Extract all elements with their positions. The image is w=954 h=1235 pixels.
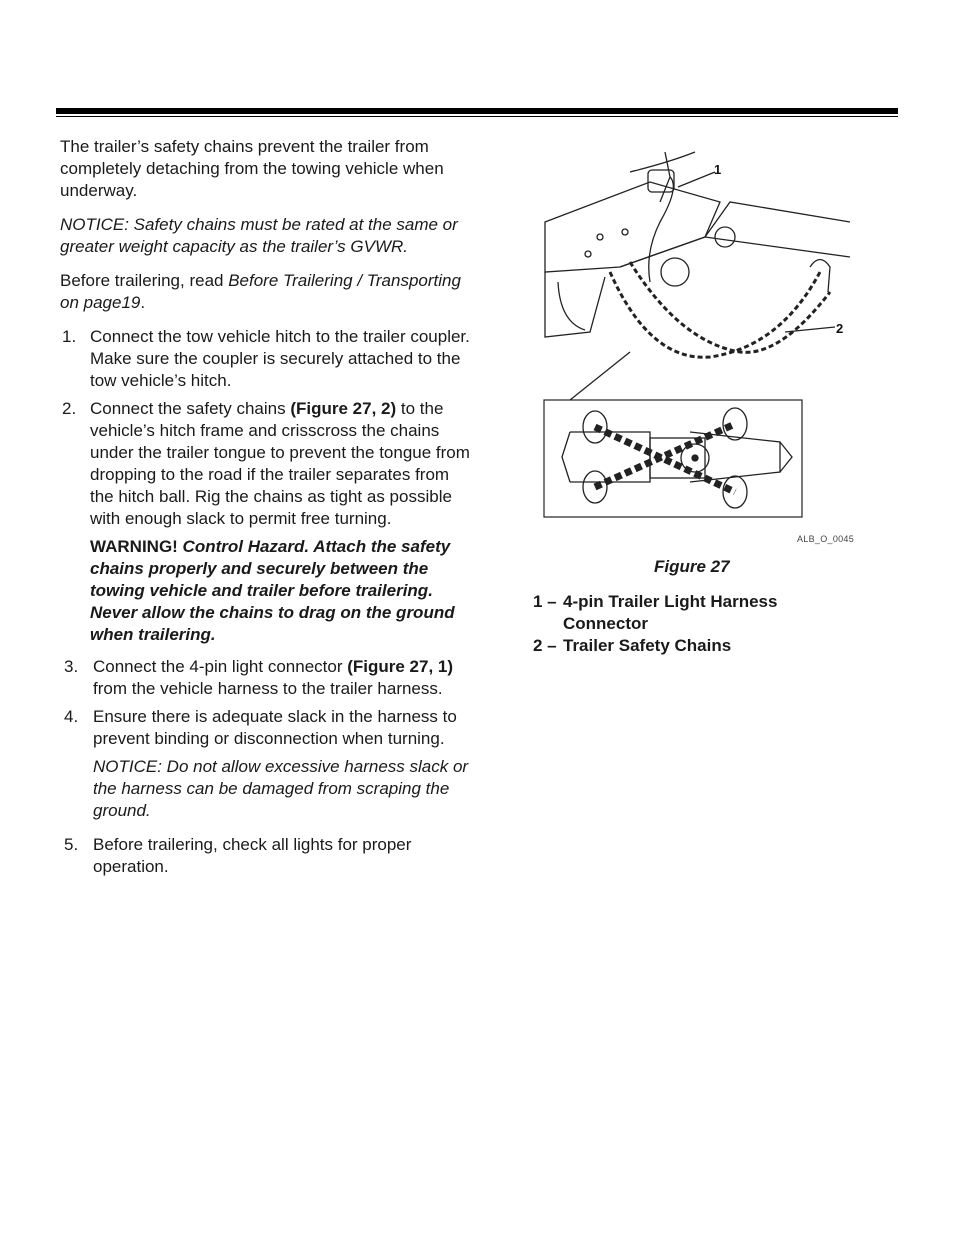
header-rule-thin [56, 116, 898, 117]
callout-2: 2 [836, 321, 844, 336]
steps-list-final [60, 834, 470, 878]
step-text-post: from the vehicle harness to the trailer harness. [93, 679, 443, 698]
step-text: Connect the tow vehicle hitch to the trailer coupler. Make sure the coupler is securely attached to the tow vehicle’s hitch. [90, 327, 470, 390]
step-1 [60, 326, 470, 392]
step-number: 1. [62, 327, 77, 346]
figure-image-id: ALB_O_0045 [797, 534, 855, 544]
legend-number: 2 – [533, 636, 557, 655]
inset-box [544, 400, 802, 517]
warning-box [60, 536, 470, 646]
step-number: 5. [64, 835, 79, 854]
step-text-post: to the vehicle’s hitch frame and crisscross the chains under the trailer tongue to prevent the tongue from dropping to the road if the trailer separates from the hitch ball. Rig the chains as tight as possible with enough slack to permit free turning. [90, 399, 470, 528]
hitch-ball [661, 258, 689, 286]
body-text-column [60, 136, 470, 884]
header-rule [56, 108, 898, 114]
figure-legend [533, 591, 863, 657]
legend-item-1 [533, 591, 863, 635]
step-number: 3. [64, 657, 79, 676]
step-text: Ensure there is adequate slack in the harness to prevent binding or disconnection when turning. [93, 707, 457, 748]
step-5 [60, 834, 470, 878]
warning-text: Control Hazard. Attach the safety chains properly and securely between the towing vehicle and trailer before trailering. Never allow the chains to drag on the ground when trailering. [90, 537, 455, 644]
harness-wire [660, 152, 670, 202]
before-suffix: . [140, 293, 146, 312]
legend-text: Trailer Safety Chains [563, 636, 732, 655]
step-text: Before trailering, check all lights for proper operation. [93, 835, 412, 876]
safety-chain-right [630, 262, 830, 352]
figure-27-illustration [530, 142, 870, 552]
intro-paragraph: The trailer’s safety chains prevent the trailer from completely detaching from the towing vehicle when underway. [60, 137, 444, 200]
before-trailering-paragraph [60, 270, 470, 314]
figure-reference[interactable]: (Figure 27, 1) [347, 657, 454, 676]
hitch-frame [545, 182, 720, 272]
step-3 [60, 656, 470, 700]
step-4 [60, 706, 470, 750]
legend-item-2 [533, 635, 863, 657]
trailer-tongue [620, 237, 850, 267]
legend-text: 4-pin Trailer Light Harness Connector [563, 592, 778, 633]
callout-1: 1 [714, 162, 722, 177]
step-2 [60, 398, 470, 530]
light-connector [648, 170, 674, 192]
steps-list [60, 326, 470, 530]
step-text-pre: Connect the 4-pin light connector [93, 657, 348, 676]
notice-harness-slack: NOTICE: Do not allow excessive harness slack or the harness can be damaged from scraping the ground. [93, 757, 469, 820]
legend-number: 1 – [533, 592, 557, 611]
notice-safety-chains: NOTICE: Safety chains must be rated at the same or greater weight capacity as the trailer’s GVWR. [60, 215, 458, 256]
before-trailering-link[interactable]: Before Trailering / Transporting on page19 [60, 271, 461, 312]
bumper-plate [545, 272, 605, 337]
step-number: 2. [62, 399, 77, 418]
figure-caption: Figure 27 [654, 557, 730, 576]
before-prefix: Before trailering, read [60, 271, 229, 290]
step-number: 4. [64, 707, 79, 726]
step-text-pre: Connect the safety chains [90, 399, 291, 418]
chain-hook [810, 260, 830, 293]
steps-list-continued [60, 656, 470, 750]
warning-label: WARNING! [90, 537, 178, 556]
figure-reference[interactable]: (Figure 27, 2) [290, 399, 397, 418]
